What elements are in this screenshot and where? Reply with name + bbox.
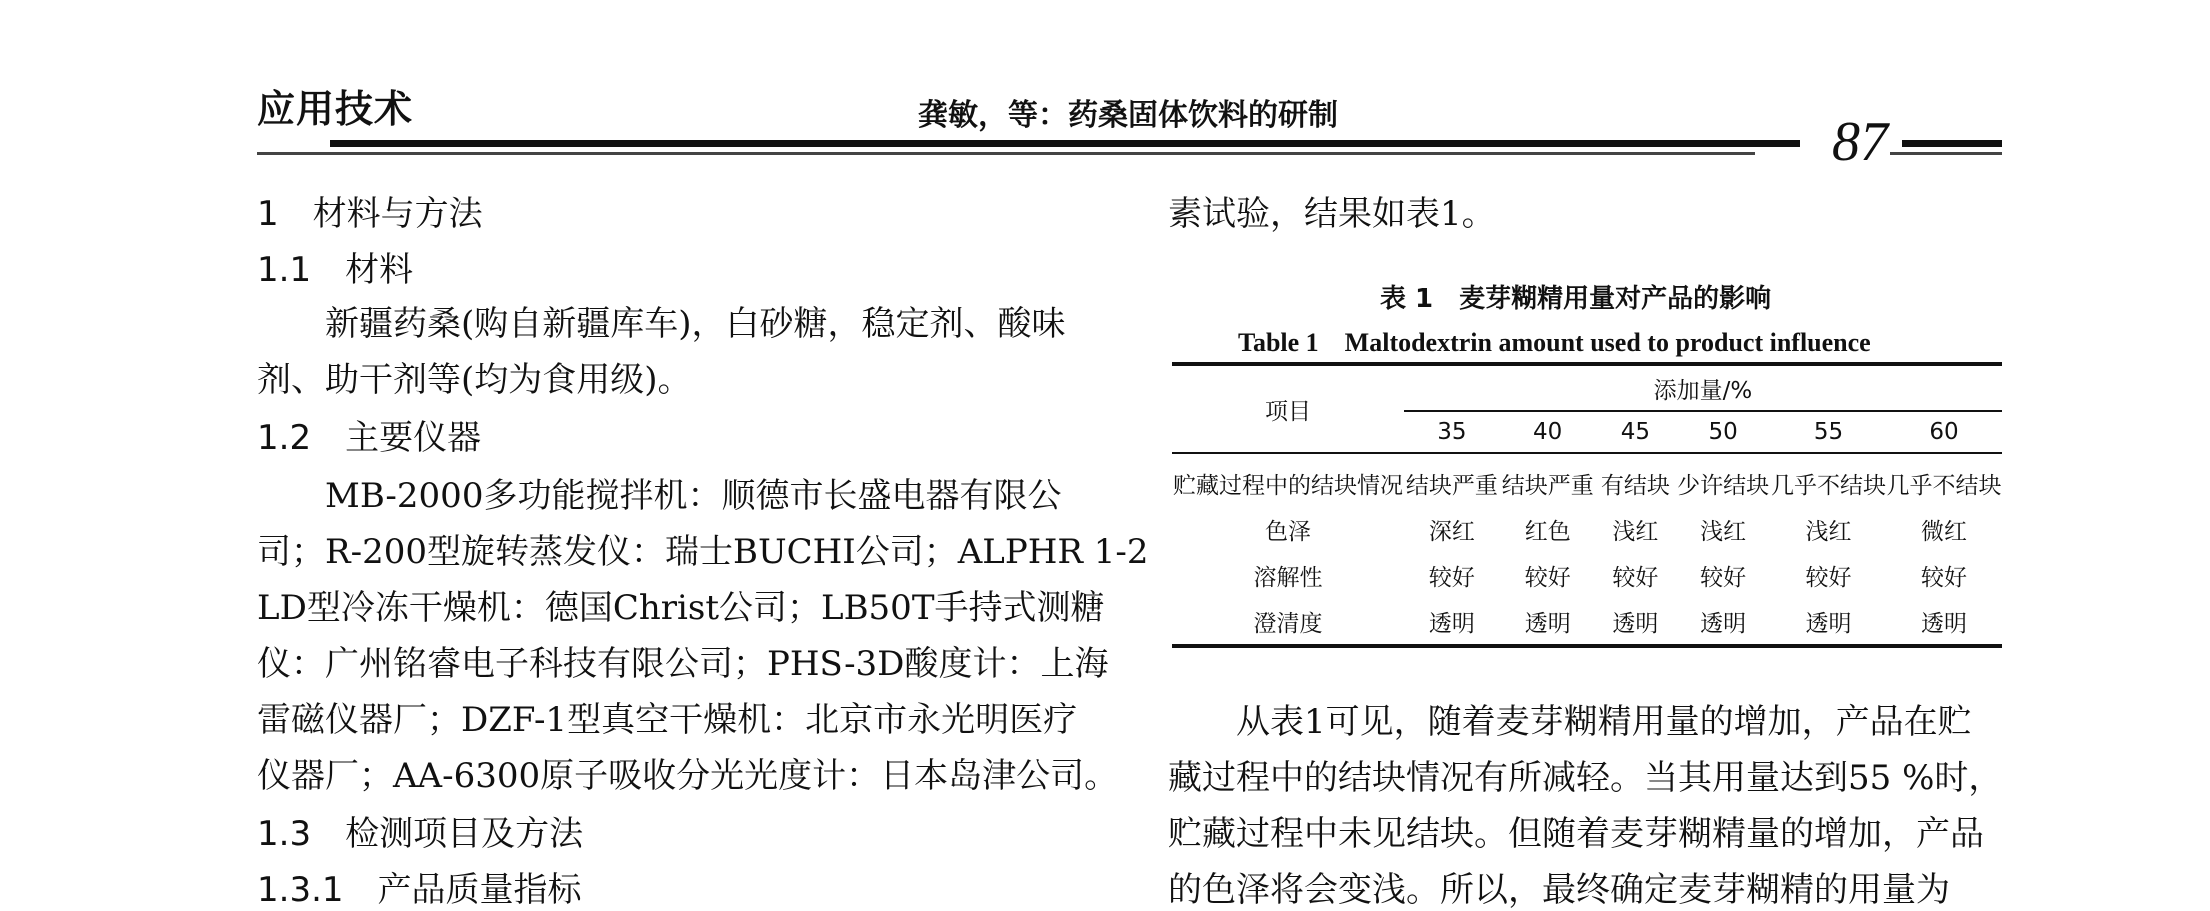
paragraph-line: 仪器厂；AA-6300原子吸收分光光度计：日本岛津公司。 (257, 756, 1119, 796)
table-cell: 浅红 (1700, 518, 1747, 545)
paragraph-line: 司；R-200型旋转蒸发仪：瑞士BUCHI公司；ALPHR 1-2 (257, 532, 1149, 572)
page-number: 87 (1832, 111, 1888, 173)
heading-test-items: 1.3 检测项目及方法 (257, 814, 584, 854)
table-cell: 结块严重 (1501, 472, 1594, 499)
row-label: 溶解性 (1253, 564, 1323, 591)
header-rule-connector (1890, 152, 1902, 155)
column-header: 50 (1675, 411, 1771, 453)
paragraph-line: 藏过程中的结块情况有所减轻。当其用量达到55 %时， (1168, 758, 2003, 798)
table-row (1172, 506, 2002, 552)
column-header: 60 (1886, 411, 2002, 453)
paragraph-line: 从表1可见，随着麦芽糊精用量的增加，产品在贮 (1168, 702, 1972, 742)
table-title-cn: 表 1 麦芽糊精用量对产品的影响 (1380, 284, 1772, 314)
table-row (1172, 453, 2002, 506)
table-row (1172, 598, 2002, 646)
table-cell: 红色 (1524, 518, 1571, 545)
heading-materials-methods: 1 材料与方法 (257, 194, 483, 234)
heading-instruments: 1.2 主要仪器 (257, 418, 482, 458)
paragraph-line: 新疆药桑(购自新疆库车)，白砂糖，稳定剂、酸味 (257, 304, 1066, 344)
table-cell: 少许结块 (1677, 472, 1770, 499)
table-cell: 较好 (1524, 564, 1571, 591)
table-cell: 较好 (1612, 564, 1659, 591)
table-cell: 微红 (1921, 518, 1967, 545)
column-header: 55 (1771, 411, 1886, 453)
group-header: 添加量/% (1404, 364, 2002, 411)
header-rule-right-thick (1902, 140, 2002, 147)
row-header-label: 项目 (1172, 364, 1404, 453)
paragraph-line: 剂、助干剂等(均为食用级)。 (257, 360, 692, 400)
paragraph-line: 的色泽将会变浅。所以，最终确定麦芽糊精的用量为 (1168, 870, 1950, 910)
table-title-en: Table 1 Maltodextrin amount used to product influence (1238, 328, 1871, 357)
paragraph-line: 贮藏过程中未见结块。但随着麦芽糊精量的增加，产品 (1168, 814, 1984, 854)
intro-line: 素试验，结果如表1。 (1168, 194, 1496, 234)
table-cell: 结块严重 (1405, 472, 1498, 499)
table-cell: 几乎不结块 (1886, 472, 2002, 499)
row-label: 色泽 (1264, 518, 1311, 545)
table-cell: 透明 (1886, 598, 2002, 646)
row-label: 澄清度 (1172, 598, 1404, 646)
table-cell: 较好 (1428, 564, 1475, 591)
table-row (1172, 552, 2002, 598)
table-cell: 较好 (1921, 564, 1967, 591)
running-title: 龚敏，等：药桑固体饮料的研制 (918, 98, 1338, 133)
header-rule-thick (330, 140, 1800, 147)
column-header: 35 (1404, 411, 1500, 453)
column-header: 40 (1500, 411, 1596, 453)
table-cell: 透明 (1404, 598, 1500, 646)
section-label: 应用技术 (257, 87, 414, 131)
header-rule-right-thin (1902, 152, 2002, 155)
data-table (1172, 362, 2002, 648)
row-label: 贮藏过程中的结块情况 (1172, 472, 1403, 499)
paragraph-line: LD型冷冻干燥机：德国Christ公司；LB50T手持式测糖 (257, 588, 1105, 628)
table-cell: 透明 (1771, 598, 1886, 646)
table-cell: 透明 (1596, 598, 1676, 646)
table-cell: 几乎不结块 (1771, 472, 1887, 499)
paragraph-line: 仪：广州铭睿电子科技有限公司；PHS-3D酸度计：上海 (257, 644, 1109, 684)
table-cell: 深红 (1428, 518, 1475, 545)
table-cell: 有结块 (1600, 472, 1670, 499)
table-cell: 透明 (1500, 598, 1596, 646)
table-cell: 较好 (1700, 564, 1747, 591)
table-cell: 较好 (1805, 564, 1852, 591)
table-cell: 浅红 (1612, 518, 1659, 545)
column-header: 45 (1596, 411, 1676, 453)
paragraph-line: MB-2000多功能搅拌机：顺德市长盛电器有限公 (257, 476, 1062, 516)
table-cell: 透明 (1675, 598, 1771, 646)
table-cell: 浅红 (1805, 518, 1852, 545)
header-rule-thin (257, 152, 1755, 155)
paragraph-line: 雷磁仪器厂；DZF-1型真空干燥机：北京市永光明医疗 (257, 700, 1078, 740)
heading-materials: 1.1 材料 (257, 250, 414, 290)
heading-quality-indicators: 1.3.1 产品质量指标 (257, 870, 582, 910)
